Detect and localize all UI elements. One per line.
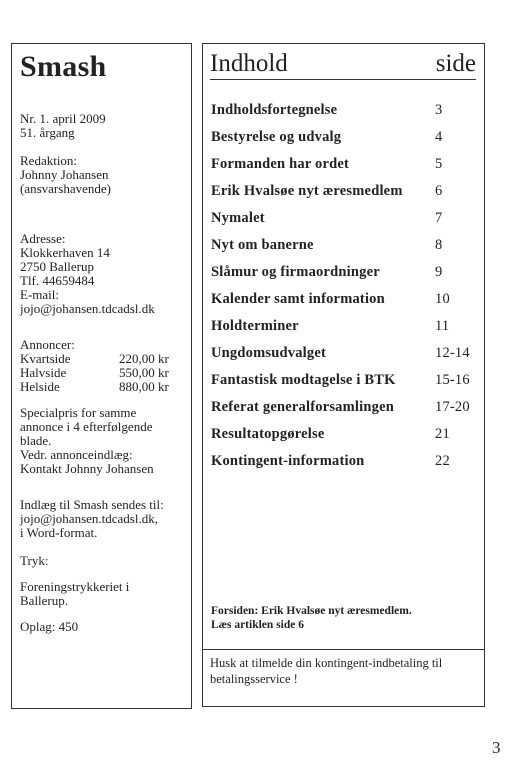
email-line: jojo@johansen.tdcadsl.dk <box>20 301 155 316</box>
toc-entry-title: Referat generalforsamlingen <box>211 399 394 415</box>
toc-entry-page: 9 <box>435 264 443 280</box>
toc-entry-page: 21 <box>435 426 450 442</box>
toc-entry <box>211 318 475 345</box>
price-row <box>20 366 190 380</box>
address-label: Adresse: <box>20 231 66 246</box>
toc-entry-title: Kalender samt information <box>211 291 385 307</box>
toc-entry-page: 10 <box>435 291 450 307</box>
email-label: E-mail: <box>20 287 59 302</box>
special-price-line: Specialpris for samme <box>20 405 137 420</box>
toc-entry <box>211 129 475 156</box>
toc-entry-title: Fantastisk modtagelse i BTK <box>211 372 396 388</box>
price-row <box>20 380 190 394</box>
toc-entry-page: 4 <box>435 129 443 145</box>
editor-name: Johnny Johansen <box>20 167 109 182</box>
cover-note <box>211 604 477 632</box>
price-value: 880,00 kr <box>119 379 169 394</box>
editorial-label: Redaktion: <box>20 153 78 168</box>
toc-entry-page: 3 <box>435 102 443 118</box>
toc-entry <box>211 183 475 210</box>
page-number: 3 <box>492 738 501 757</box>
city-line: 2750 Ballerup <box>20 259 95 274</box>
price-value: 550,00 kr <box>119 365 169 380</box>
ad-contact-line: Vedr. annonceindlæg: <box>20 447 133 462</box>
toc-entry-page: 6 <box>435 183 443 199</box>
toc-entry-title: Ungdomsudvalget <box>211 345 326 361</box>
toc-heading: Indhold <box>210 50 288 77</box>
toc-entry <box>211 264 475 291</box>
toc-entry-page: 7 <box>435 210 443 226</box>
toc-entry-page: 22 <box>435 453 450 469</box>
toc-entry-title: Erik Hvalsøe nyt æresmedlem <box>211 183 403 199</box>
toc-header <box>210 50 476 80</box>
price-label: Helside <box>20 379 60 394</box>
toc-entry-title: Kontingent-information <box>211 453 365 469</box>
printer-line: Ballerup. <box>20 593 69 608</box>
toc-entry-title: Holdterminer <box>211 318 299 334</box>
price-row <box>20 352 190 366</box>
cover-note-line: Læs artiklen side 6 <box>211 619 304 631</box>
price-value: 220,00 kr <box>119 351 169 366</box>
street-line: Klokkerhaven 14 <box>20 245 110 260</box>
masthead-content <box>20 112 190 634</box>
circulation-line: Oplag: 450 <box>20 619 79 634</box>
masthead-box <box>11 43 192 709</box>
toc-entry-page: 11 <box>435 318 450 334</box>
membership-reminder: Husk at tilmelde din kontingent-indbetaling til betalingsservice ! <box>203 649 484 706</box>
phone-line: Tlf. 44659484 <box>20 273 95 288</box>
toc-entry <box>211 156 475 183</box>
toc-entry-page: 12-14 <box>435 345 470 361</box>
issue-line: Nr. 1. april 2009 <box>20 111 106 126</box>
editor-role: (ansvarshavende) <box>20 181 111 196</box>
submission-line: i Word-format. <box>20 525 98 540</box>
toc-entry-title: Formanden har ordet <box>211 156 350 172</box>
toc-entry-title: Bestyrelse og udvalg <box>211 129 342 145</box>
special-price-line: annonce i 4 efterfølgende <box>20 419 153 434</box>
toc-entry-page: 15-16 <box>435 372 470 388</box>
toc-entry <box>211 291 475 318</box>
toc-entry <box>211 102 475 129</box>
price-label: Kvartside <box>20 351 71 366</box>
toc-entry <box>211 372 475 399</box>
toc-entry <box>211 237 475 264</box>
toc-entry-title: Slåmur og firmaordninger <box>211 264 380 280</box>
toc-entry <box>211 210 475 237</box>
cover-note-line: Forsiden: Erik Hvalsøe nyt æresmedlem. <box>211 605 412 617</box>
toc-entry-page: 8 <box>435 237 443 253</box>
toc-page-heading: side <box>435 50 476 77</box>
toc-entry <box>211 345 475 372</box>
print-label: Tryk: <box>20 553 49 568</box>
toc-entry-title: Indholdsfortegnelse <box>211 102 338 118</box>
toc-entry-title: Resultatopgørelse <box>211 426 325 442</box>
magazine-title: Smash <box>20 50 107 83</box>
price-label: Halvside <box>20 365 67 380</box>
toc-list <box>211 102 475 480</box>
ads-label: Annoncer: <box>20 337 75 352</box>
printer-line: Foreningstrykkeriet i <box>20 579 130 594</box>
toc-entry <box>211 453 475 480</box>
toc-entry-page: 17-20 <box>435 399 470 415</box>
toc-entry <box>211 399 475 426</box>
toc-entry <box>211 426 475 453</box>
submission-line: Indlæg til Smash sendes til: <box>20 497 164 512</box>
toc-entry-page: 5 <box>435 156 443 172</box>
submission-line: jojo@johansen.tdcadsl.dk, <box>20 511 158 526</box>
toc-entry-title: Nyt om banerne <box>211 237 314 253</box>
volume-line: 51. årgang <box>20 125 75 140</box>
special-price-line: blade. <box>20 433 52 448</box>
toc-box <box>202 43 485 707</box>
ad-contact-line: Kontakt Johnny Johansen <box>20 461 154 476</box>
toc-entry-title: Nymalet <box>211 210 265 226</box>
